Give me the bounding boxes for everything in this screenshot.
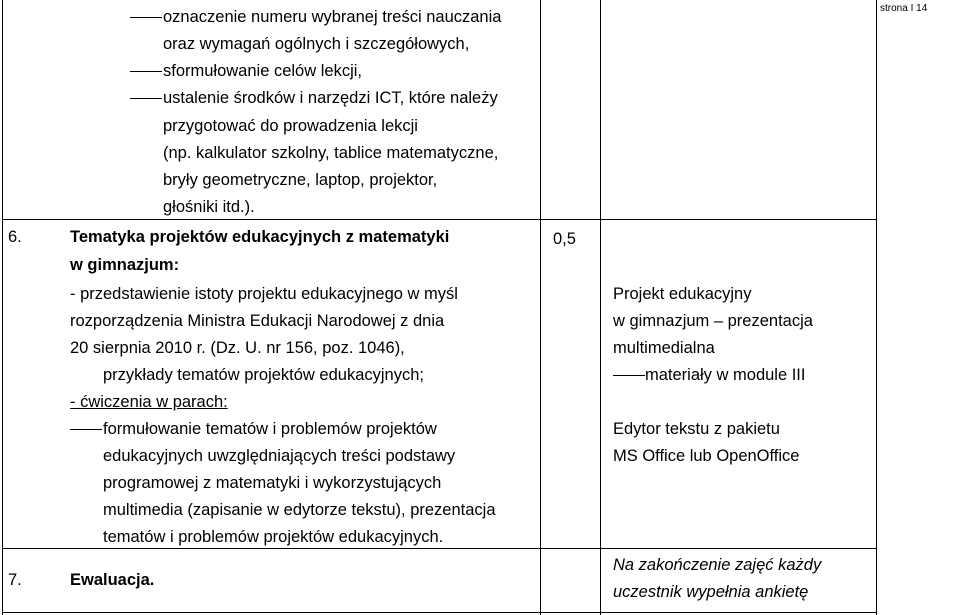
editor-line: MS Office lub OpenOffice [613, 447, 800, 465]
row-divider-top [2, 219, 877, 220]
list-item-line: (np. kalkulator szkolny, tablice matematyczne, [163, 144, 499, 162]
row6-examples: przykłady tematów projektów edukacyjnych; [103, 366, 424, 384]
table-divider-col2 [600, 0, 601, 615]
row6-description: rozporządzenia Ministra Edukacji Narodowej z dnia [70, 312, 445, 330]
list-dash-icon [70, 429, 102, 430]
row7-note: uczestnik wypełnia ankietę [613, 583, 809, 601]
row6-title-cont: w gimnazjum: [70, 256, 180, 274]
table-divider-col1 [540, 0, 541, 615]
row6-description: 20 sierpnia 2010 r. (Dz. U. nr 156, poz. 1046), [70, 339, 405, 357]
row6-number: 6. [8, 228, 22, 246]
list-dash-icon [130, 98, 162, 99]
list-item-line: sformułowanie celów lekcji, [163, 62, 362, 80]
materials-line: multimedialna [613, 339, 715, 357]
list-dash-icon [130, 71, 162, 72]
list-item-line: bryły geometryczne, laptop, projektor, [163, 171, 438, 189]
list-item-line: oznaczenie numeru wybranej treści nauczania [163, 8, 502, 26]
exercise-line: edukacyjnych uwzględniających treści podstawy [103, 447, 456, 465]
row6-exercises-label: - ćwiczenia w parach: [70, 393, 228, 411]
list-item-line: ustalenie środków i narzędzi ICT, które należy [163, 89, 498, 107]
exercise-line: multimedia (zapisanie w edytorze tekstu), prezentacja [103, 501, 496, 519]
row7-note: Na zakończenie zajęć każdy [613, 556, 822, 574]
row6-title: Tematyka projektów edukacyjnych z matematyki [70, 228, 450, 246]
page-number-label: strona I 14 [880, 3, 928, 14]
row7-title: Ewaluacja. [70, 571, 155, 589]
table-left-border [2, 0, 3, 615]
table-bottom-border [2, 612, 877, 613]
editor-line: Edytor tekstu z pakietu [613, 420, 780, 438]
row6-description: - przedstawienie istoty projektu edukacyjnego w myśl [70, 285, 458, 303]
row6-hours: 0,5 [553, 230, 576, 248]
exercise-line: programowej z matematyki i wykorzystujących [103, 474, 442, 492]
materials-line: Projekt edukacyjny [613, 285, 752, 303]
list-dash-icon [613, 375, 645, 376]
exercise-line: formułowanie tematów i problemów projektów [103, 420, 437, 438]
materials-bullet: materiały w module III [645, 366, 806, 384]
exercise-line: tematów i problemów projektów edukacyjnych. [103, 528, 444, 546]
list-item-line: głośniki itd.). [163, 198, 255, 216]
list-dash-icon [130, 17, 162, 18]
list-item-line: oraz wymagań ogólnych i szczegółowych, [163, 35, 470, 53]
list-item-line: przygotować do prowadzenia lekcji [163, 117, 418, 135]
materials-line: w gimnazjum – prezentacja [613, 312, 813, 330]
row7-number: 7. [8, 571, 22, 589]
table-right-border [876, 0, 877, 615]
